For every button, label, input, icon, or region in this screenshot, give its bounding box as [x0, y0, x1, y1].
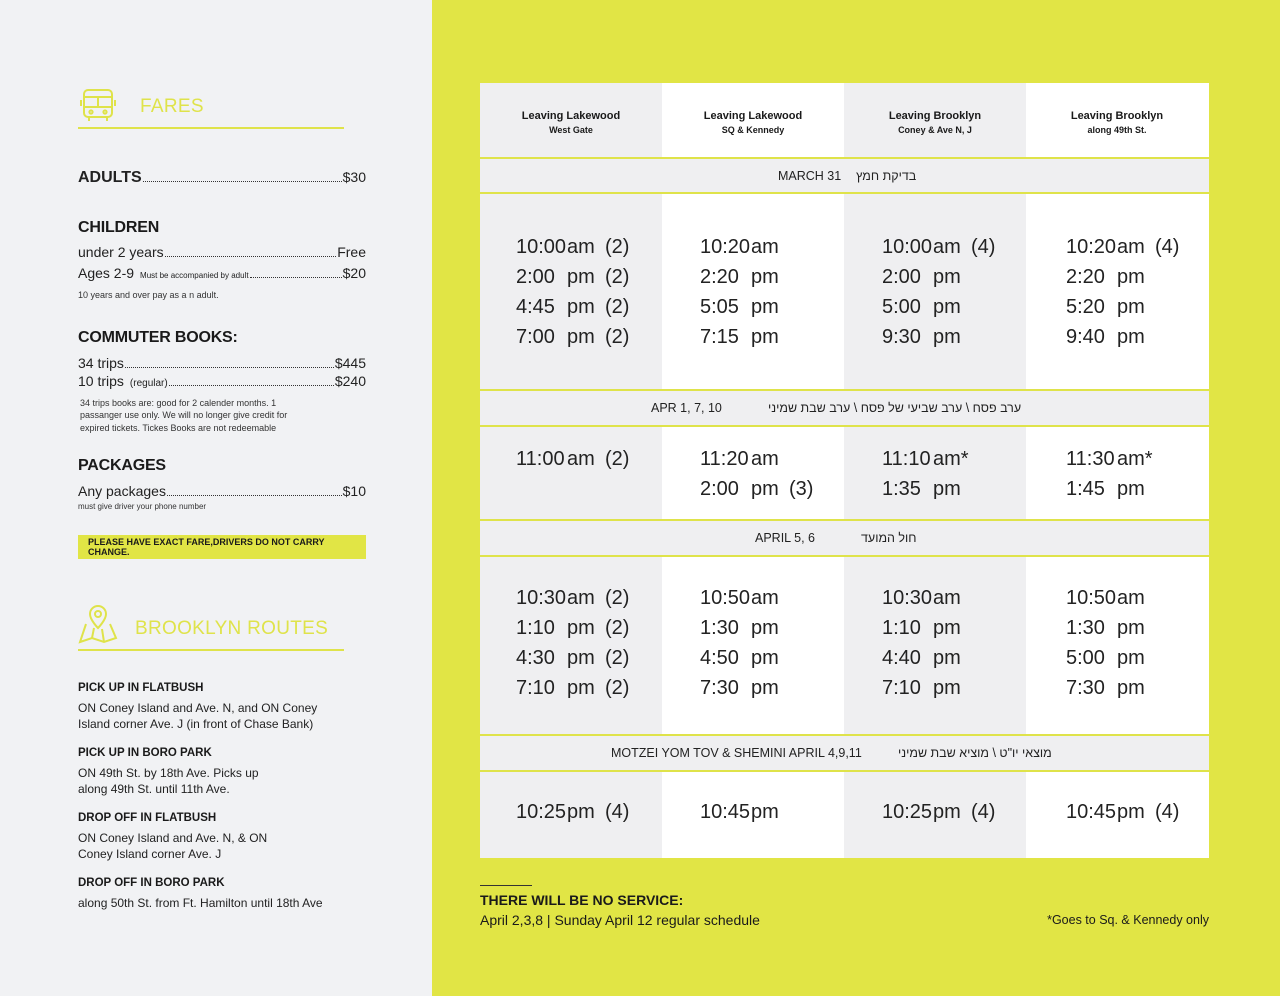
departure-time	[700, 478, 813, 501]
trip-note: (2)	[605, 266, 630, 288]
time-value: 10:00	[516, 236, 567, 258]
trips10-row	[78, 373, 366, 389]
time-value: 7:30	[1066, 677, 1105, 699]
departure-time	[700, 587, 789, 610]
trip-note: (2)	[605, 236, 630, 258]
time-value: 4:50	[700, 647, 739, 669]
time-value: 10:20	[700, 236, 751, 258]
header-brooklyn-coney	[844, 83, 1026, 157]
departure-time	[882, 617, 971, 640]
meridiem: am	[567, 587, 595, 609]
meridiem: pm	[567, 326, 595, 348]
trip-note: (2)	[605, 677, 630, 699]
time-value: 1:10	[882, 617, 921, 639]
time-value: 1:30	[1066, 617, 1105, 639]
departure-time	[516, 266, 629, 289]
header-lakewood-westgate	[480, 83, 662, 157]
departure-time	[1066, 617, 1155, 640]
departure-time	[516, 677, 629, 700]
meridiem: pm	[567, 266, 595, 288]
trip-note: (4)	[1155, 236, 1180, 258]
time-value: 4:30	[516, 647, 555, 669]
time-value: 10:50	[700, 587, 751, 609]
time-value: 1:10	[516, 617, 555, 639]
departure-time	[1066, 647, 1155, 670]
flatbush-dropoff-heading: DROP OFF IN FLATBUSH	[78, 812, 217, 824]
meridiem: pm	[933, 801, 961, 823]
under2-label: under 2 years	[78, 244, 164, 260]
departure-time	[882, 296, 971, 319]
packages-label: Any packages	[78, 483, 166, 499]
meridiem: pm	[751, 266, 779, 288]
time-value: 10:50	[1066, 587, 1117, 609]
dot-leader	[167, 495, 342, 496]
departure-time	[700, 266, 789, 289]
children-title: CHILDREN	[78, 219, 160, 236]
time-value: 7:15	[700, 326, 739, 348]
meridiem: am	[933, 236, 961, 258]
packages-title: PACKAGES	[78, 457, 166, 474]
books-note-2: passanger use only. We will no longer give credit for	[80, 410, 288, 420]
trip-note: (2)	[605, 448, 630, 470]
departure-time	[1066, 587, 1155, 610]
header-title: Leaving Brooklyn	[1070, 110, 1164, 122]
band-hebrew: מוצאי יו"ט \ מוציא שבת שמיני	[898, 746, 1052, 760]
time-value: 5:05	[700, 296, 739, 318]
bus-icon	[80, 86, 118, 129]
meridiem: pm	[751, 296, 779, 318]
header-sub: along 49th St.	[1087, 125, 1147, 135]
trips34-row	[78, 355, 366, 371]
meridiem: pm	[1117, 617, 1145, 639]
departure-time	[1066, 236, 1179, 259]
ages-note: Must be accompanied by adult	[140, 271, 249, 280]
trip-note: (3)	[789, 478, 814, 500]
meridiem: am	[1117, 587, 1145, 609]
time-value: 5:20	[1066, 296, 1105, 318]
trips10-note: (regular)	[129, 378, 168, 389]
time-value: 2:00	[516, 266, 555, 288]
band-hebrew: חול המועד	[861, 531, 917, 545]
meridiem: pm	[933, 677, 961, 699]
footer-rule	[480, 885, 532, 886]
packages-price: $10	[342, 483, 366, 499]
departure-time	[1066, 448, 1155, 471]
meridiem: am	[751, 448, 779, 470]
band-apr-1-7-10	[480, 389, 1209, 427]
band-april-5-6	[480, 519, 1209, 557]
time-value: 2:00	[700, 478, 739, 500]
dot-leader	[165, 256, 337, 257]
time-value: 10:45	[700, 801, 751, 823]
departure-time	[882, 801, 995, 824]
header-sub: SQ & Kennedy	[721, 125, 785, 135]
meridiem: pm	[567, 296, 595, 318]
dot-leader	[169, 385, 334, 386]
time-value: 10:00	[882, 236, 933, 258]
meridiem: pm	[567, 801, 595, 823]
flatbush-dropoff-line-1: ON Coney Island and Ave. N, & ON	[78, 831, 268, 845]
ages-row	[78, 265, 366, 281]
meridiem: pm	[751, 647, 779, 669]
time-value: 10:30	[516, 587, 567, 609]
meridiem: pm	[933, 478, 961, 500]
time-value: 1:35	[882, 478, 921, 500]
no-service-text: April 2,3,8 | Sunday April 12 regular schedule	[480, 912, 760, 928]
meridiem: pm	[933, 647, 961, 669]
exact-fare-notice: PLEASE HAVE EXACT FARE,DRIVERS DO NOT CARRY CHANGE.	[78, 535, 366, 559]
departure-time	[700, 448, 789, 471]
departure-time	[516, 296, 629, 319]
footnote: *Goes to Sq. & Kennedy only	[1047, 913, 1209, 927]
dot-leader	[143, 181, 342, 182]
dot-leader	[125, 367, 334, 368]
packages-row	[78, 483, 366, 499]
meridiem: am	[567, 236, 595, 258]
time-value: 10:25	[882, 801, 933, 823]
trip-note: (2)	[605, 326, 630, 348]
departure-time	[882, 587, 971, 610]
no-service-title: THERE WILL BE NO SERVICE:	[480, 892, 684, 908]
flatbush-pickup-line-1: ON Coney Island and Ave. N, and ON Coney	[78, 701, 318, 715]
time-value: 7:10	[882, 677, 921, 699]
departure-time	[1066, 266, 1155, 289]
time-value: 10:45	[1066, 801, 1117, 823]
boro-pickup-heading: PICK UP IN BORO PARK	[78, 747, 212, 759]
header-sub: West Gate	[549, 125, 593, 135]
meridiem: am	[567, 448, 595, 470]
band-date: MOTZEI YOM TOV & SHEMINI APRIL 4,9,11	[611, 746, 862, 760]
meridiem: pm	[1117, 326, 1145, 348]
time-value: 2:20	[700, 266, 739, 288]
time-value: 11:30	[1066, 448, 1115, 470]
header-lakewood-sq	[662, 83, 844, 157]
meridiem: pm	[751, 677, 779, 699]
departure-time	[882, 266, 971, 289]
time-value: 7:10	[516, 677, 555, 699]
meridiem: pm	[1117, 801, 1145, 823]
time-value: 10:20	[1066, 236, 1117, 258]
meridiem: pm	[1117, 647, 1145, 669]
meridiem: pm	[751, 478, 779, 500]
departure-time	[882, 647, 971, 670]
departure-time	[1066, 326, 1155, 349]
routes-title: BROOKLYN ROUTES	[135, 618, 329, 639]
departure-time	[882, 326, 971, 349]
meridiem: pm	[1117, 677, 1145, 699]
time-value: 11:20	[700, 448, 749, 470]
fares-title: FARES	[140, 96, 204, 117]
trips10-price: $240	[334, 373, 366, 389]
flatbush-pickup-line-2: Island corner Ave. J (in front of Chase Bank)	[78, 717, 314, 731]
departure-time	[700, 296, 789, 319]
meridiem: pm	[567, 677, 595, 699]
departure-time	[700, 236, 789, 259]
meridiem: am	[933, 587, 961, 609]
fares-divider	[78, 127, 344, 129]
departure-time	[516, 326, 629, 349]
departure-time	[700, 801, 789, 824]
departure-time	[516, 587, 629, 610]
books-note-1: 34 trips books are: good for 2 calender months. 1	[80, 398, 277, 408]
boro-dropoff-line-1: along 50th St. from Ft. Hamilton until 18th Ave	[78, 896, 323, 910]
over10-note: 10 years and over pay as a n adult.	[78, 290, 219, 300]
meridiem: am	[751, 587, 779, 609]
departure-time	[882, 448, 971, 471]
meridiem: pm	[751, 326, 779, 348]
time-value: 1:45	[1066, 478, 1105, 500]
departure-time	[516, 647, 629, 670]
map-pin-icon	[78, 602, 118, 649]
time-value: 11:10	[882, 448, 931, 470]
header-title: Leaving Brooklyn	[888, 110, 982, 122]
meridiem: pm	[1117, 296, 1145, 318]
trip-note: (2)	[605, 647, 630, 669]
departure-time	[516, 617, 629, 640]
departure-time	[882, 677, 971, 700]
meridiem: pm	[751, 617, 779, 639]
trip-note: (4)	[605, 801, 630, 823]
departure-time	[882, 478, 971, 501]
meridiem: pm	[933, 617, 961, 639]
meridiem: pm	[933, 266, 961, 288]
packages-note: must give driver your phone number	[78, 502, 207, 511]
boro-pickup-line-1: ON 49th St. by 18th Ave. Picks up	[78, 766, 259, 780]
departure-time	[700, 617, 789, 640]
time-value: 5:00	[1066, 647, 1105, 669]
departure-time	[1066, 677, 1155, 700]
band-date: APR 1, 7, 10	[651, 401, 722, 415]
departure-time	[516, 236, 629, 259]
books-note-3: expired tickets. Tickes Books are not redeemable	[80, 423, 277, 433]
commuter-title: COMMUTER BOOKS:	[78, 329, 238, 346]
time-value: 4:40	[882, 647, 921, 669]
departure-time	[700, 677, 789, 700]
time-value: 2:20	[1066, 266, 1105, 288]
trip-note: (2)	[605, 587, 630, 609]
departure-time	[700, 326, 789, 349]
adults-price: $30	[342, 169, 366, 185]
time-value: 10:30	[882, 587, 933, 609]
departure-time	[1066, 478, 1155, 501]
time-value: 2:00	[882, 266, 921, 288]
header-title: Leaving Lakewood	[521, 110, 621, 122]
trip-note: (2)	[605, 296, 630, 318]
ages-price: $20	[342, 265, 366, 281]
band-hebrew: בדיקת חמץ	[856, 168, 917, 183]
flatbush-dropoff-line-2: Coney Island corner Ave. J	[78, 847, 222, 861]
departure-time	[700, 647, 789, 670]
departure-time	[516, 801, 629, 824]
routes-divider	[78, 649, 344, 651]
meridiem: pm	[567, 617, 595, 639]
time-value: 11:00	[516, 448, 565, 470]
meridiem: am	[751, 236, 779, 258]
band-date: APRIL 5, 6	[755, 531, 815, 545]
under2-row	[78, 244, 366, 260]
meridiem: am*	[933, 448, 969, 470]
adults-label: ADULTS	[78, 169, 142, 186]
time-value: 10:25	[516, 801, 567, 823]
time-value: 4:45	[516, 296, 555, 318]
meridiem: pm	[567, 647, 595, 669]
header-sub: Coney & Ave N, J	[898, 125, 972, 135]
trips10-label: 10 trips	[78, 373, 124, 389]
meridiem: pm	[1117, 266, 1145, 288]
departure-time	[1066, 296, 1155, 319]
under2-price: Free	[337, 244, 366, 260]
boro-dropoff-heading: DROP OFF IN BORO PARK	[78, 877, 225, 889]
time-value: 5:00	[882, 296, 921, 318]
meridiem: am	[1117, 236, 1145, 258]
meridiem: pm	[933, 296, 961, 318]
trip-note: (4)	[971, 236, 996, 258]
trip-note: (4)	[1155, 801, 1180, 823]
meridiem: pm	[933, 326, 961, 348]
dot-leader	[250, 277, 342, 278]
time-value: 9:40	[1066, 326, 1105, 348]
time-value: 7:00	[516, 326, 555, 348]
departure-time	[882, 236, 995, 259]
trips34-label: 34 trips	[78, 355, 124, 371]
time-value: 1:30	[700, 617, 739, 639]
ages-label: Ages 2-9	[78, 265, 135, 281]
header-brooklyn-49th	[1026, 83, 1208, 157]
meridiem: pm	[1117, 478, 1145, 500]
trip-note: (2)	[605, 617, 630, 639]
band-hebrew: ערב פסח \ ערב שביעי של פסח \ ערב שבת שמיני	[768, 401, 1022, 415]
departure-time	[516, 448, 629, 471]
trip-note: (4)	[971, 801, 996, 823]
header-title: Leaving Lakewood	[703, 110, 803, 122]
trips34-price: $445	[334, 355, 366, 371]
band-march-31	[480, 157, 1209, 194]
band-date: MARCH 31	[778, 168, 842, 183]
departure-time	[1066, 801, 1179, 824]
band-motzei-yom-tov	[480, 734, 1209, 772]
adults-row	[78, 169, 366, 187]
boro-pickup-line-2: along 49th St. until 11th Ave.	[78, 782, 230, 796]
meridiem: pm	[751, 801, 779, 823]
time-value: 9:30	[882, 326, 921, 348]
flatbush-pickup-heading: PICK UP IN FLATBUSH	[78, 682, 204, 694]
time-value: 7:30	[700, 677, 739, 699]
meridiem: am*	[1117, 448, 1153, 470]
